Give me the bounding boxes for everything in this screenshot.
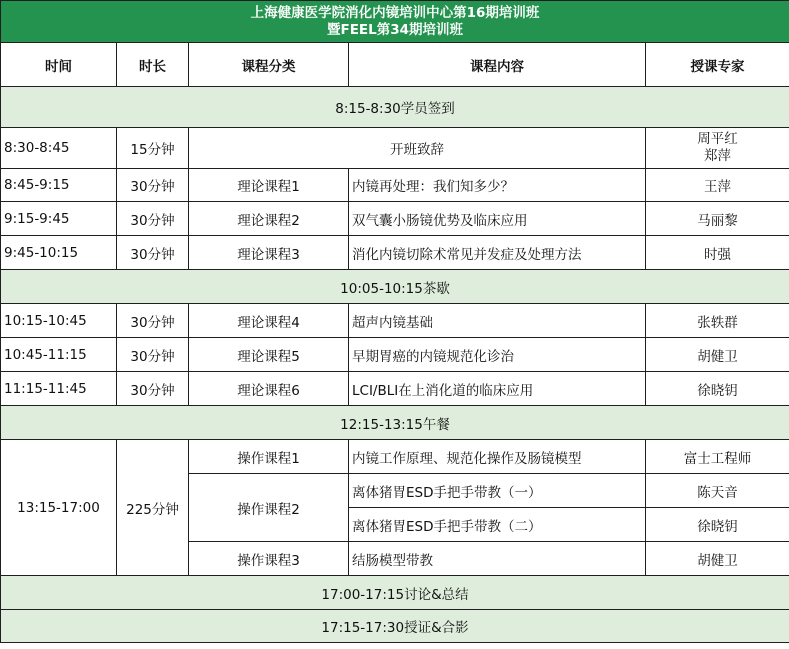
content-cell: 消化内镜切除术常见并发症及处理方法 bbox=[349, 236, 646, 270]
expert-cell bbox=[646, 128, 789, 169]
content-cell: LCI/BLI在上消化道的临床应用 bbox=[349, 372, 646, 406]
header-content: 课程内容 bbox=[349, 43, 646, 87]
expert-cell: 陈天音 bbox=[646, 474, 789, 508]
duration-cell: 30分钟 bbox=[117, 202, 189, 236]
time-cell: 9:15-9:45 bbox=[1, 202, 117, 236]
category-cell: 理论课程6 bbox=[189, 372, 349, 406]
expert-cell: 张轶群 bbox=[646, 304, 789, 338]
duration-cell: 30分钟 bbox=[117, 338, 189, 372]
title-line-1: 上海健康医学院消化内镜培训中心第16期培训班 bbox=[250, 4, 540, 21]
category-cell: 理论课程3 bbox=[189, 236, 349, 270]
table-row bbox=[1, 372, 789, 406]
category-cell: 操作课程2 bbox=[189, 474, 349, 542]
time-cell: 8:45-9:15 bbox=[1, 169, 117, 202]
expert-cell: 富士工程师 bbox=[646, 440, 789, 474]
time-cell: 13:15-17:00 bbox=[1, 440, 117, 576]
time-cell: 10:15-10:45 bbox=[1, 304, 117, 338]
duration-cell: 15分钟 bbox=[117, 128, 189, 169]
category-cell: 操作课程1 bbox=[189, 440, 349, 474]
table-row bbox=[1, 169, 789, 202]
table-row bbox=[1, 304, 789, 338]
header-category: 课程分类 bbox=[189, 43, 349, 87]
expert-cell: 胡健卫 bbox=[646, 542, 789, 576]
title-line-2: 暨FEEL第34期培训班 bbox=[326, 21, 464, 38]
content-cell: 离体猪胃ESD手把手带教（二） bbox=[349, 508, 646, 542]
table-row bbox=[1, 202, 789, 236]
band-row bbox=[1, 406, 789, 440]
content-cell: 内镜再处理：我们知多少？ bbox=[349, 169, 646, 202]
time-cell: 9:45-10:15 bbox=[1, 236, 117, 270]
duration-cell: 30分钟 bbox=[117, 372, 189, 406]
content-cell: 超声内镜基础 bbox=[349, 304, 646, 338]
header-row bbox=[1, 43, 789, 87]
content-cell: 内镜工作原理、规范化操作及肠镜模型 bbox=[349, 440, 646, 474]
table-row bbox=[1, 236, 789, 270]
category-cell: 理论课程4 bbox=[189, 304, 349, 338]
title-row bbox=[1, 1, 789, 43]
header-expert: 授课专家 bbox=[646, 43, 789, 87]
time-cell: 11:15-11:45 bbox=[1, 372, 117, 406]
lunch-band: 12:15-13:15午餐 bbox=[1, 406, 789, 440]
category-cell: 理论课程5 bbox=[189, 338, 349, 372]
duration-cell: 225分钟 bbox=[117, 440, 189, 576]
content-cell: 离体猪胃ESD手把手带教（一） bbox=[349, 474, 646, 508]
expert-cell: 徐晓钥 bbox=[646, 372, 789, 406]
checkin-band: 8:15-8:30学员签到 bbox=[1, 87, 789, 128]
expert-cell: 胡健卫 bbox=[646, 338, 789, 372]
certificate-band: 17:15-17:30授证&合影 bbox=[1, 610, 789, 643]
expert-cell: 时强 bbox=[646, 236, 789, 270]
table-row bbox=[1, 338, 789, 372]
content-cell: 早期胃癌的内镜规范化诊治 bbox=[349, 338, 646, 372]
time-cell: 10:45-11:15 bbox=[1, 338, 117, 372]
duration-cell: 30分钟 bbox=[117, 236, 189, 270]
category-cell: 理论课程1 bbox=[189, 169, 349, 202]
content-cell: 双气囊小肠镜优势及临床应用 bbox=[349, 202, 646, 236]
header-time: 时间 bbox=[1, 43, 117, 87]
opening-content-cell: 开班致辞 bbox=[189, 128, 646, 169]
expert-cell: 马丽黎 bbox=[646, 202, 789, 236]
category-cell: 理论课程2 bbox=[189, 202, 349, 236]
table-row bbox=[1, 440, 789, 474]
discussion-band: 17:00-17:15讨论&总结 bbox=[1, 576, 789, 610]
duration-cell: 30分钟 bbox=[117, 169, 189, 202]
expert-name-1: 周平红 bbox=[697, 131, 738, 147]
table-row bbox=[1, 128, 789, 169]
time-cell: 8:30-8:45 bbox=[1, 128, 117, 169]
band-row bbox=[1, 87, 789, 128]
band-row bbox=[1, 270, 789, 304]
category-cell: 操作课程3 bbox=[189, 542, 349, 576]
schedule-title bbox=[1, 1, 789, 43]
band-row bbox=[1, 610, 789, 643]
header-duration: 时长 bbox=[117, 43, 189, 87]
band-row bbox=[1, 576, 789, 610]
expert-cell: 王萍 bbox=[646, 169, 789, 202]
tea-break-band: 10:05-10:15茶歇 bbox=[1, 270, 789, 304]
content-cell: 结肠模型带教 bbox=[349, 542, 646, 576]
expert-name-2: 郑萍 bbox=[704, 148, 732, 164]
duration-cell: 30分钟 bbox=[117, 304, 189, 338]
expert-cell: 徐晓钥 bbox=[646, 508, 789, 542]
